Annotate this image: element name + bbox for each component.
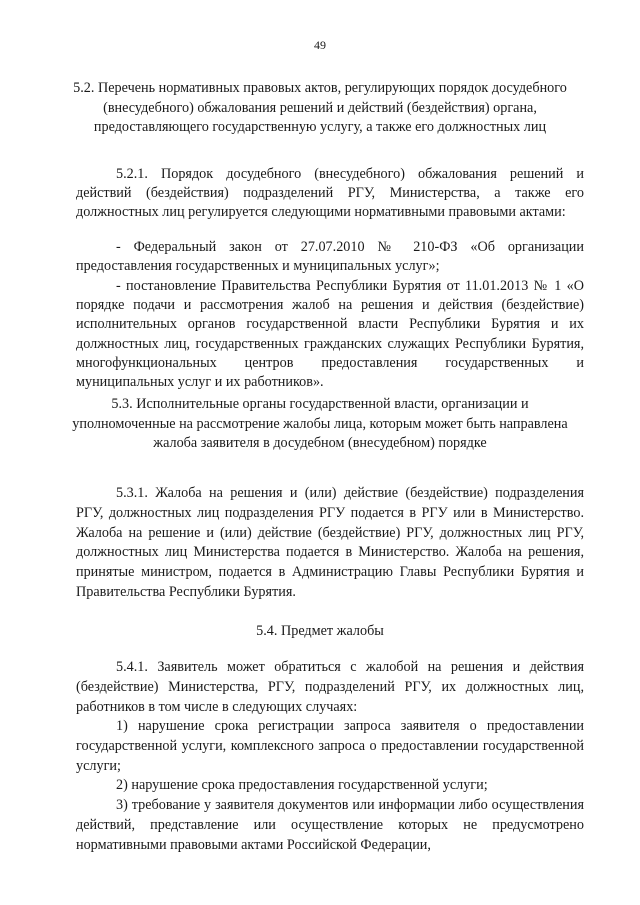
federal-law-item: - Федеральный закон от 27.07.2010 № 210-ФЗ «Об организации предоставления государственных и муниципальных услуг»; xyxy=(76,239,584,275)
section-5-2-heading: 5.2. Перечень нормативных правовых актов, регулирующих порядок досудебного (внесудебного) обжалования решений и действий (бездействия) органа, предоставляющего государственную услугу, а также его должностных лиц xyxy=(73,80,567,135)
section-5-3-heading: 5.3. Исполнительные органы государственной власти, организации и уполномоченные на рассмотрение жалобы лица, которым может быть направлена жалоба заявителя в досудебном (внесудебном) порядке xyxy=(72,396,568,451)
section-5-3-1-paragraph: 5.3.1. Жалоба на решения и (или) действие (бездействие) подразделения РГУ, должностных лиц подразделения РГУ подается в РГУ или в Министерство. Жалоба на решение и (или) действие (бездействие) РГУ, должностных лиц РГУ, должностных лиц Министерства подается в Министерство. Жалоба на решения, принятые министром, подается в Администрацию Главы Республики Бурятия и Правительства Республики Бурятия. xyxy=(76,485,584,600)
case-1-item: 1) нарушение срока регистрации запроса заявителя о предоставлении государственной услуги, комплексного запроса о предоставлении государственной услуги; xyxy=(76,718,584,774)
case-2-item: 2) нарушение срока предоставления государственной услуги; xyxy=(116,777,488,793)
section-5-4-heading: 5.4. Предмет жалобы xyxy=(256,623,384,639)
page-number: 49 xyxy=(314,38,326,52)
government-decree-item: - постановление Правительства Республики Бурятия от 11.01.2013 № 1 «О порядке подачи и рассмотрения жалоб на решения и действия (бездействие) исполнительных органов государственной власти Республики Бурятия и их должностных лиц, государственных гражданских служащих Республики Бурятия, многофункциональных центров предоставления государственных и муниципальных услуг и их работников». xyxy=(76,278,584,391)
section-5-4-1-paragraph: 5.4.1. Заявитель может обратиться с жалобой на решения и действия (бездействие) Министерства, РГУ, подразделений РГУ, их должностных лиц, работников в том числе в следующих случаях: xyxy=(76,659,584,715)
section-5-2-1-paragraph: 5.2.1. Порядок досудебного (внесудебного) обжалования решений и действий (бездействия) подразделений РГУ, Министерства, а также его должностных лиц регулируется следующими нормативными правовыми актами: xyxy=(76,166,584,221)
case-3-item: 3) требование у заявителя документов или информации либо осуществления действий, представление или осуществление которых не предусмотрено нормативными правовыми актами Российской Федерации, xyxy=(76,797,584,853)
